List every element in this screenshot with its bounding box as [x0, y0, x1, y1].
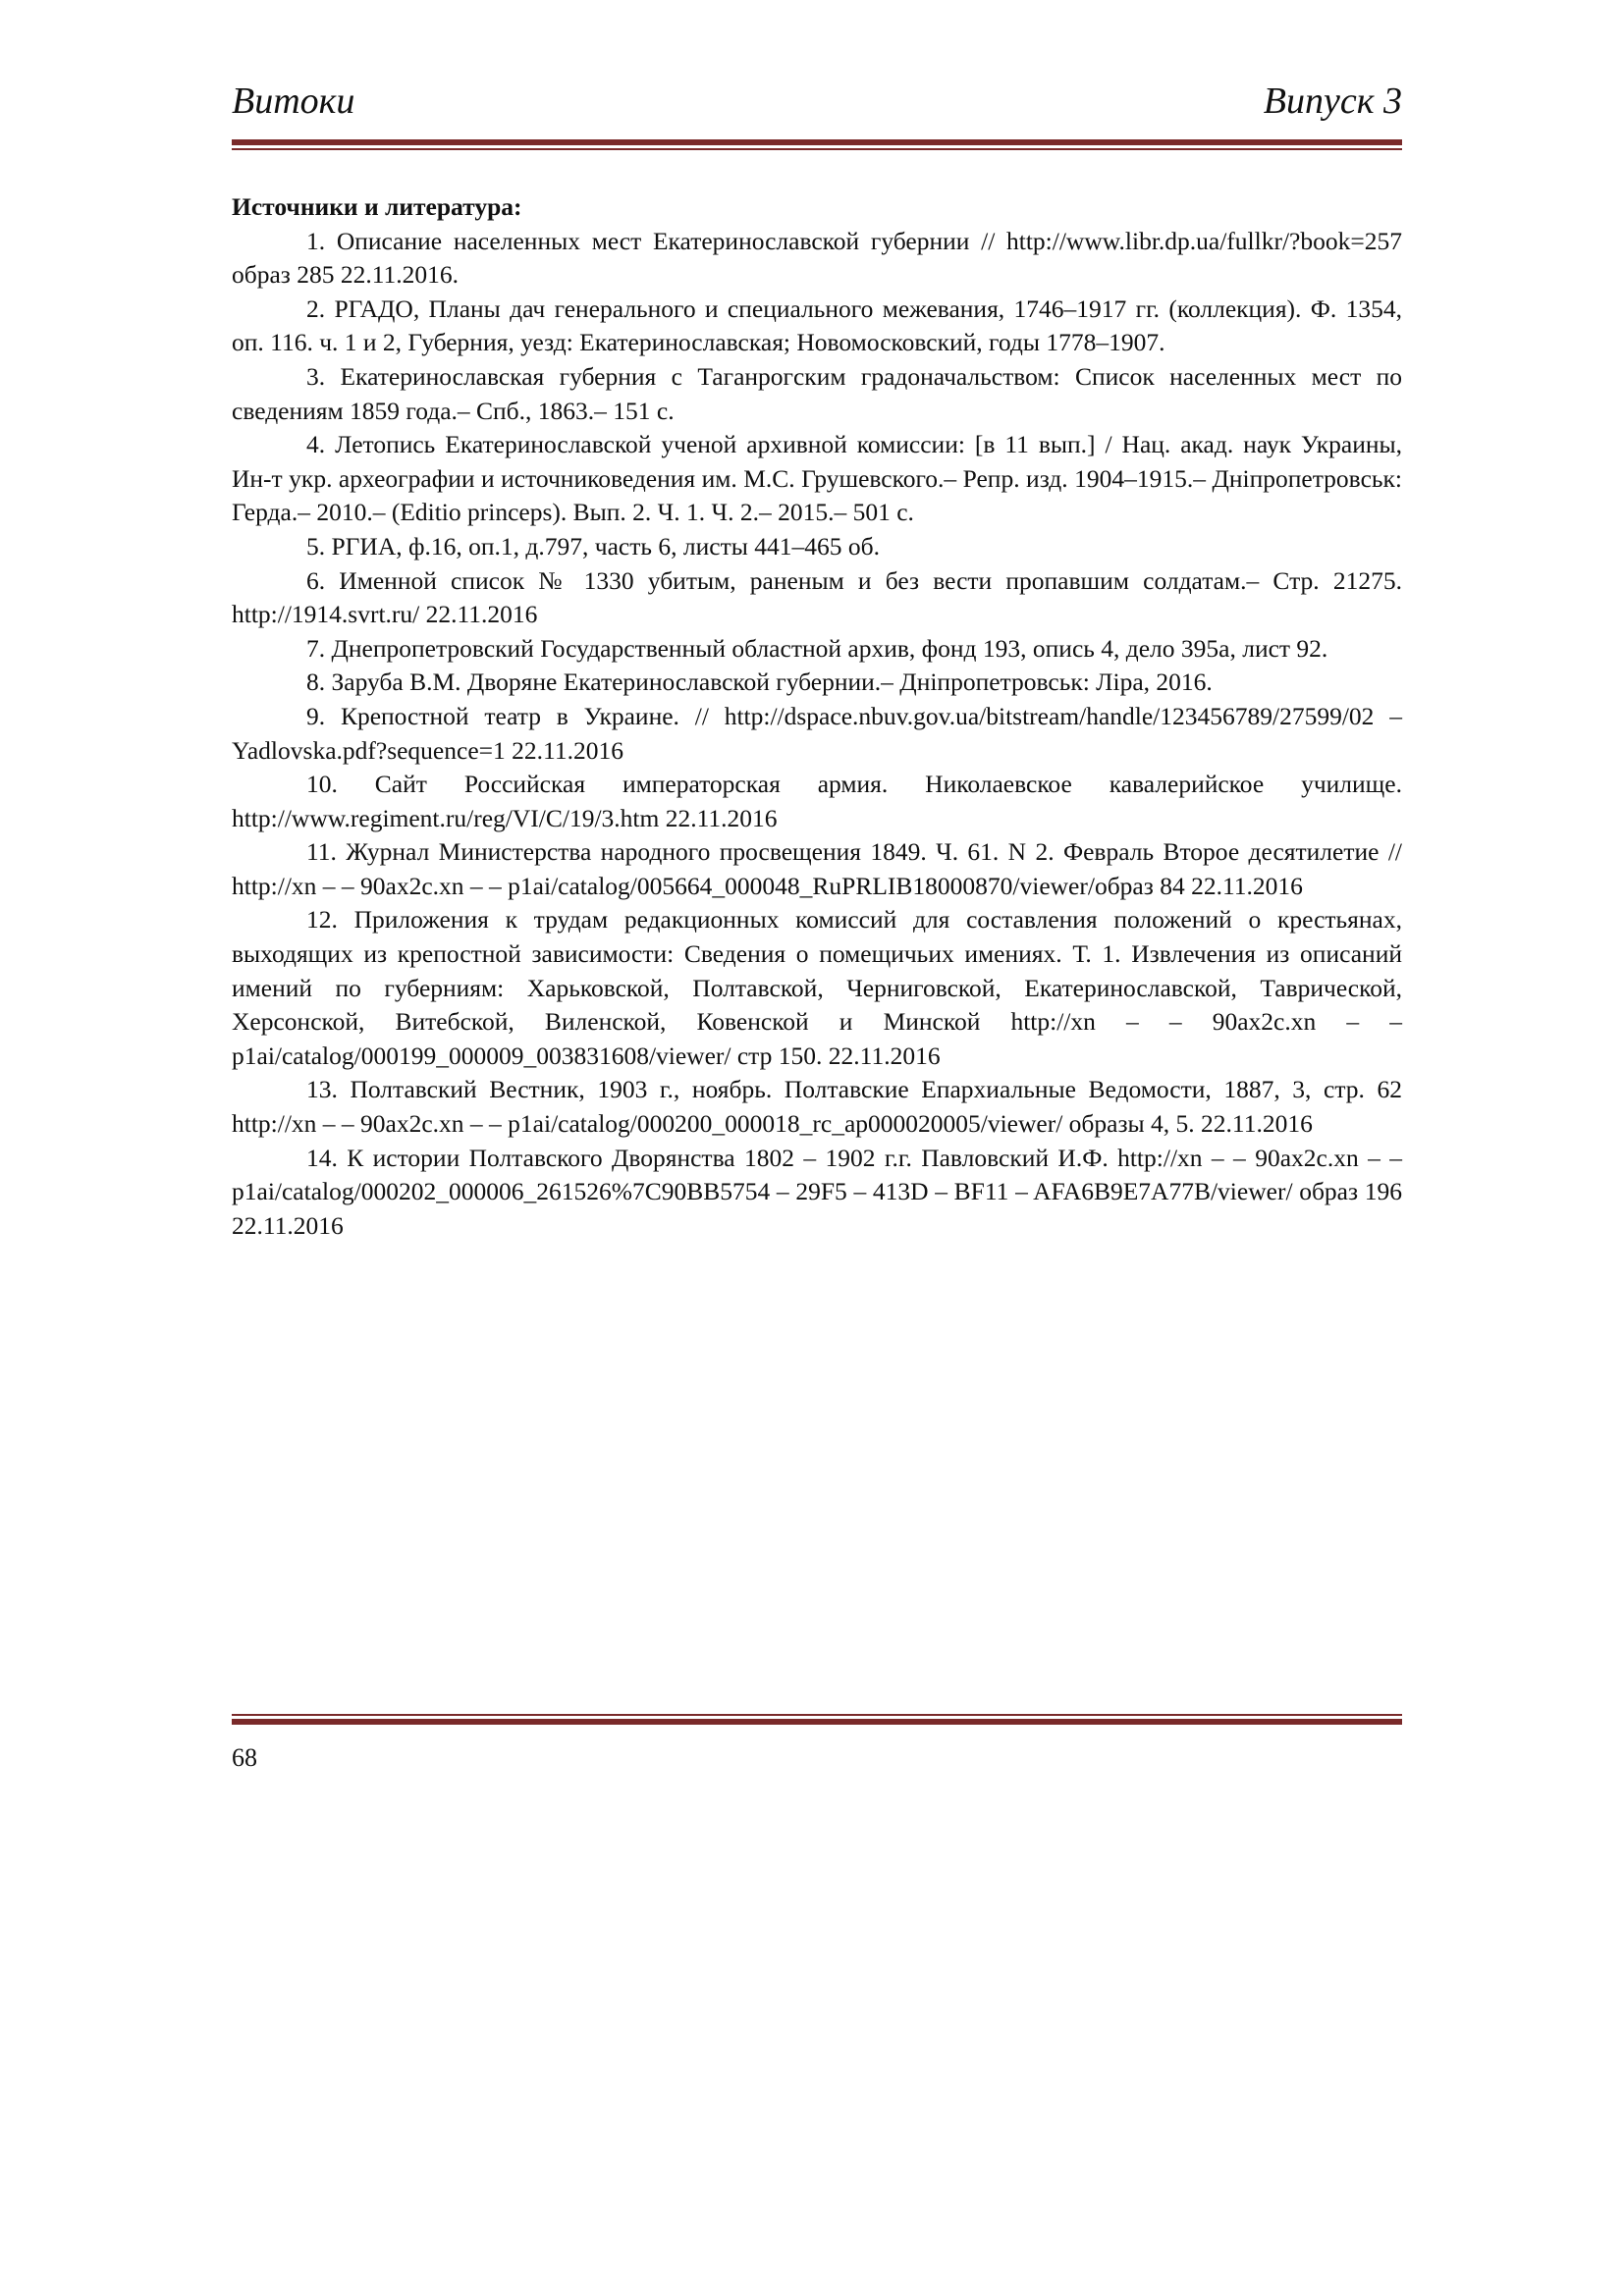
- section-title: Источники и литература:: [232, 192, 522, 221]
- page-number: 68: [232, 1743, 257, 1772]
- reference-item: 12. Приложения к трудам редакционных комиссий для составления положений о крестьянах, выходящих из крепостной зависимости: Сведения о помещичьих имениях. Т. 1. Извлечения из описаний имений по губерниям: Харьковской, Полтавской, Черниговской, Екатеринославской, Таврической, Херсонской, Витебской, Виленской, Ковенской и Минской http://xn – – 90ax2c.xn – – p1ai/catalog/000199_000009_003831608/viewer/ стр 150. 22.11.2016: [232, 905, 1402, 1070]
- reference-item: 4. Летопись Екатеринославской ученой архивной комиссии: [в 11 вып.] / Нац. акад. наук Украины, Ин-т укр. археографии и источниковедения им. М.С. Грушевского.– Репр. изд. 1904–1915.– Дніпропетровськ: Герда.– 2010.– (Editio princeps). Вып. 2. Ч. 1. Ч. 2.– 2015.– 501 с.: [232, 430, 1402, 527]
- reference-item: 7. Днепропетровский Государственный областной архив, фонд 193, опись 4, дело 395а, лист 92.: [306, 633, 1328, 663]
- journal-title: Витоки: [232, 80, 355, 122]
- header-rule: [232, 139, 1402, 150]
- issue-label: Випуск 3: [1263, 80, 1402, 122]
- reference-item: 11. Журнал Министерства народного просвещения 1849. Ч. 61. N 2. Февраль Второе десятилетие // http://xn – – 90ax2c.xn – – p1ai/catalog/005664_000048_RuPRLIB18000870/viewer/образ 84 22.11.2016: [232, 837, 1402, 900]
- footer-rule: [232, 1714, 1402, 1725]
- reference-item: 1. Описание населенных мест Екатеринославской губернии // http://www.libr.dp.ua/fullkr/?book=257 образ 285 22.11.2016.: [232, 226, 1402, 290]
- reference-item: 5. РГИА, ф.16, оп.1, д.797, часть 6, листы 441–465 об.: [306, 531, 880, 561]
- footer-rule-thin: [232, 1714, 1402, 1716]
- reference-item: 6. Именной список № 1330 убитым, раненым и без вести пропавшим солдатам.– Стр. 21275. http://1914.svrt.ru/ 22.11.2016: [232, 565, 1402, 629]
- reference-list: [232, 225, 1402, 1244]
- header-rule-thick: [232, 139, 1402, 145]
- running-head: [232, 77, 1402, 135]
- reference-item: 13. Полтавский Вестник, 1903 г., ноябрь. Полтавские Епархиальные Ведомости, 1887, 3, стр. 62 http://xn – – 90ax2c.xn – – p1ai/catalog/000200_000018_rc_ap000020005/viewer/ образы 4, 5. 22.11.2016: [232, 1075, 1402, 1139]
- reference-item: 8. Заруба В.М. Дворяне Екатеринославской губернии.– Дніпропетровськ: Ліра, 2016.: [306, 667, 1213, 697]
- reference-item: 10. Сайт Российская императорская армия. Николаевское кавалерийское училище. http://www.regiment.ru/reg/VI/C/19/3.htm 22.11.2016: [232, 770, 1402, 832]
- page-body: [232, 190, 1402, 1243]
- header-rule-thin: [232, 148, 1402, 150]
- reference-item: 14. К истории Полтавского Дворянства 1802 – 1902 г.г. Павловский И.Ф. http://xn – – 90ax2c.xn – – p1ai/catalog/000202_000006_261526%7C90BB5754 – 29F5 – 413D – BF11 – AFA6B9E7A77B/viewer/ образ 196 22.11.2016: [232, 1143, 1402, 1240]
- footer-rule-thick: [232, 1719, 1402, 1725]
- reference-item: 2. РГАДО, Планы дач генерального и специального межевания, 1746–1917 гг. (коллекция). Ф. 1354, оп. 116. ч. 1 и 2, Губерния, уезд: Екатеринославская; Новомосковский, годы 1778–1907.: [232, 294, 1402, 357]
- reference-item: 9. Крепостной театр в Украине. // http://dspace.nbuv.gov.ua/bitstream/handle/123456789/27599/02 – Yadlovska.pdf?sequence=1 22.11.2016: [232, 701, 1402, 765]
- reference-item: 3. Екатеринославская губерния с Таганрогским градоначальством: Список населенных мест по сведениям 1859 года.– Спб., 1863.– 151 с.: [232, 361, 1402, 425]
